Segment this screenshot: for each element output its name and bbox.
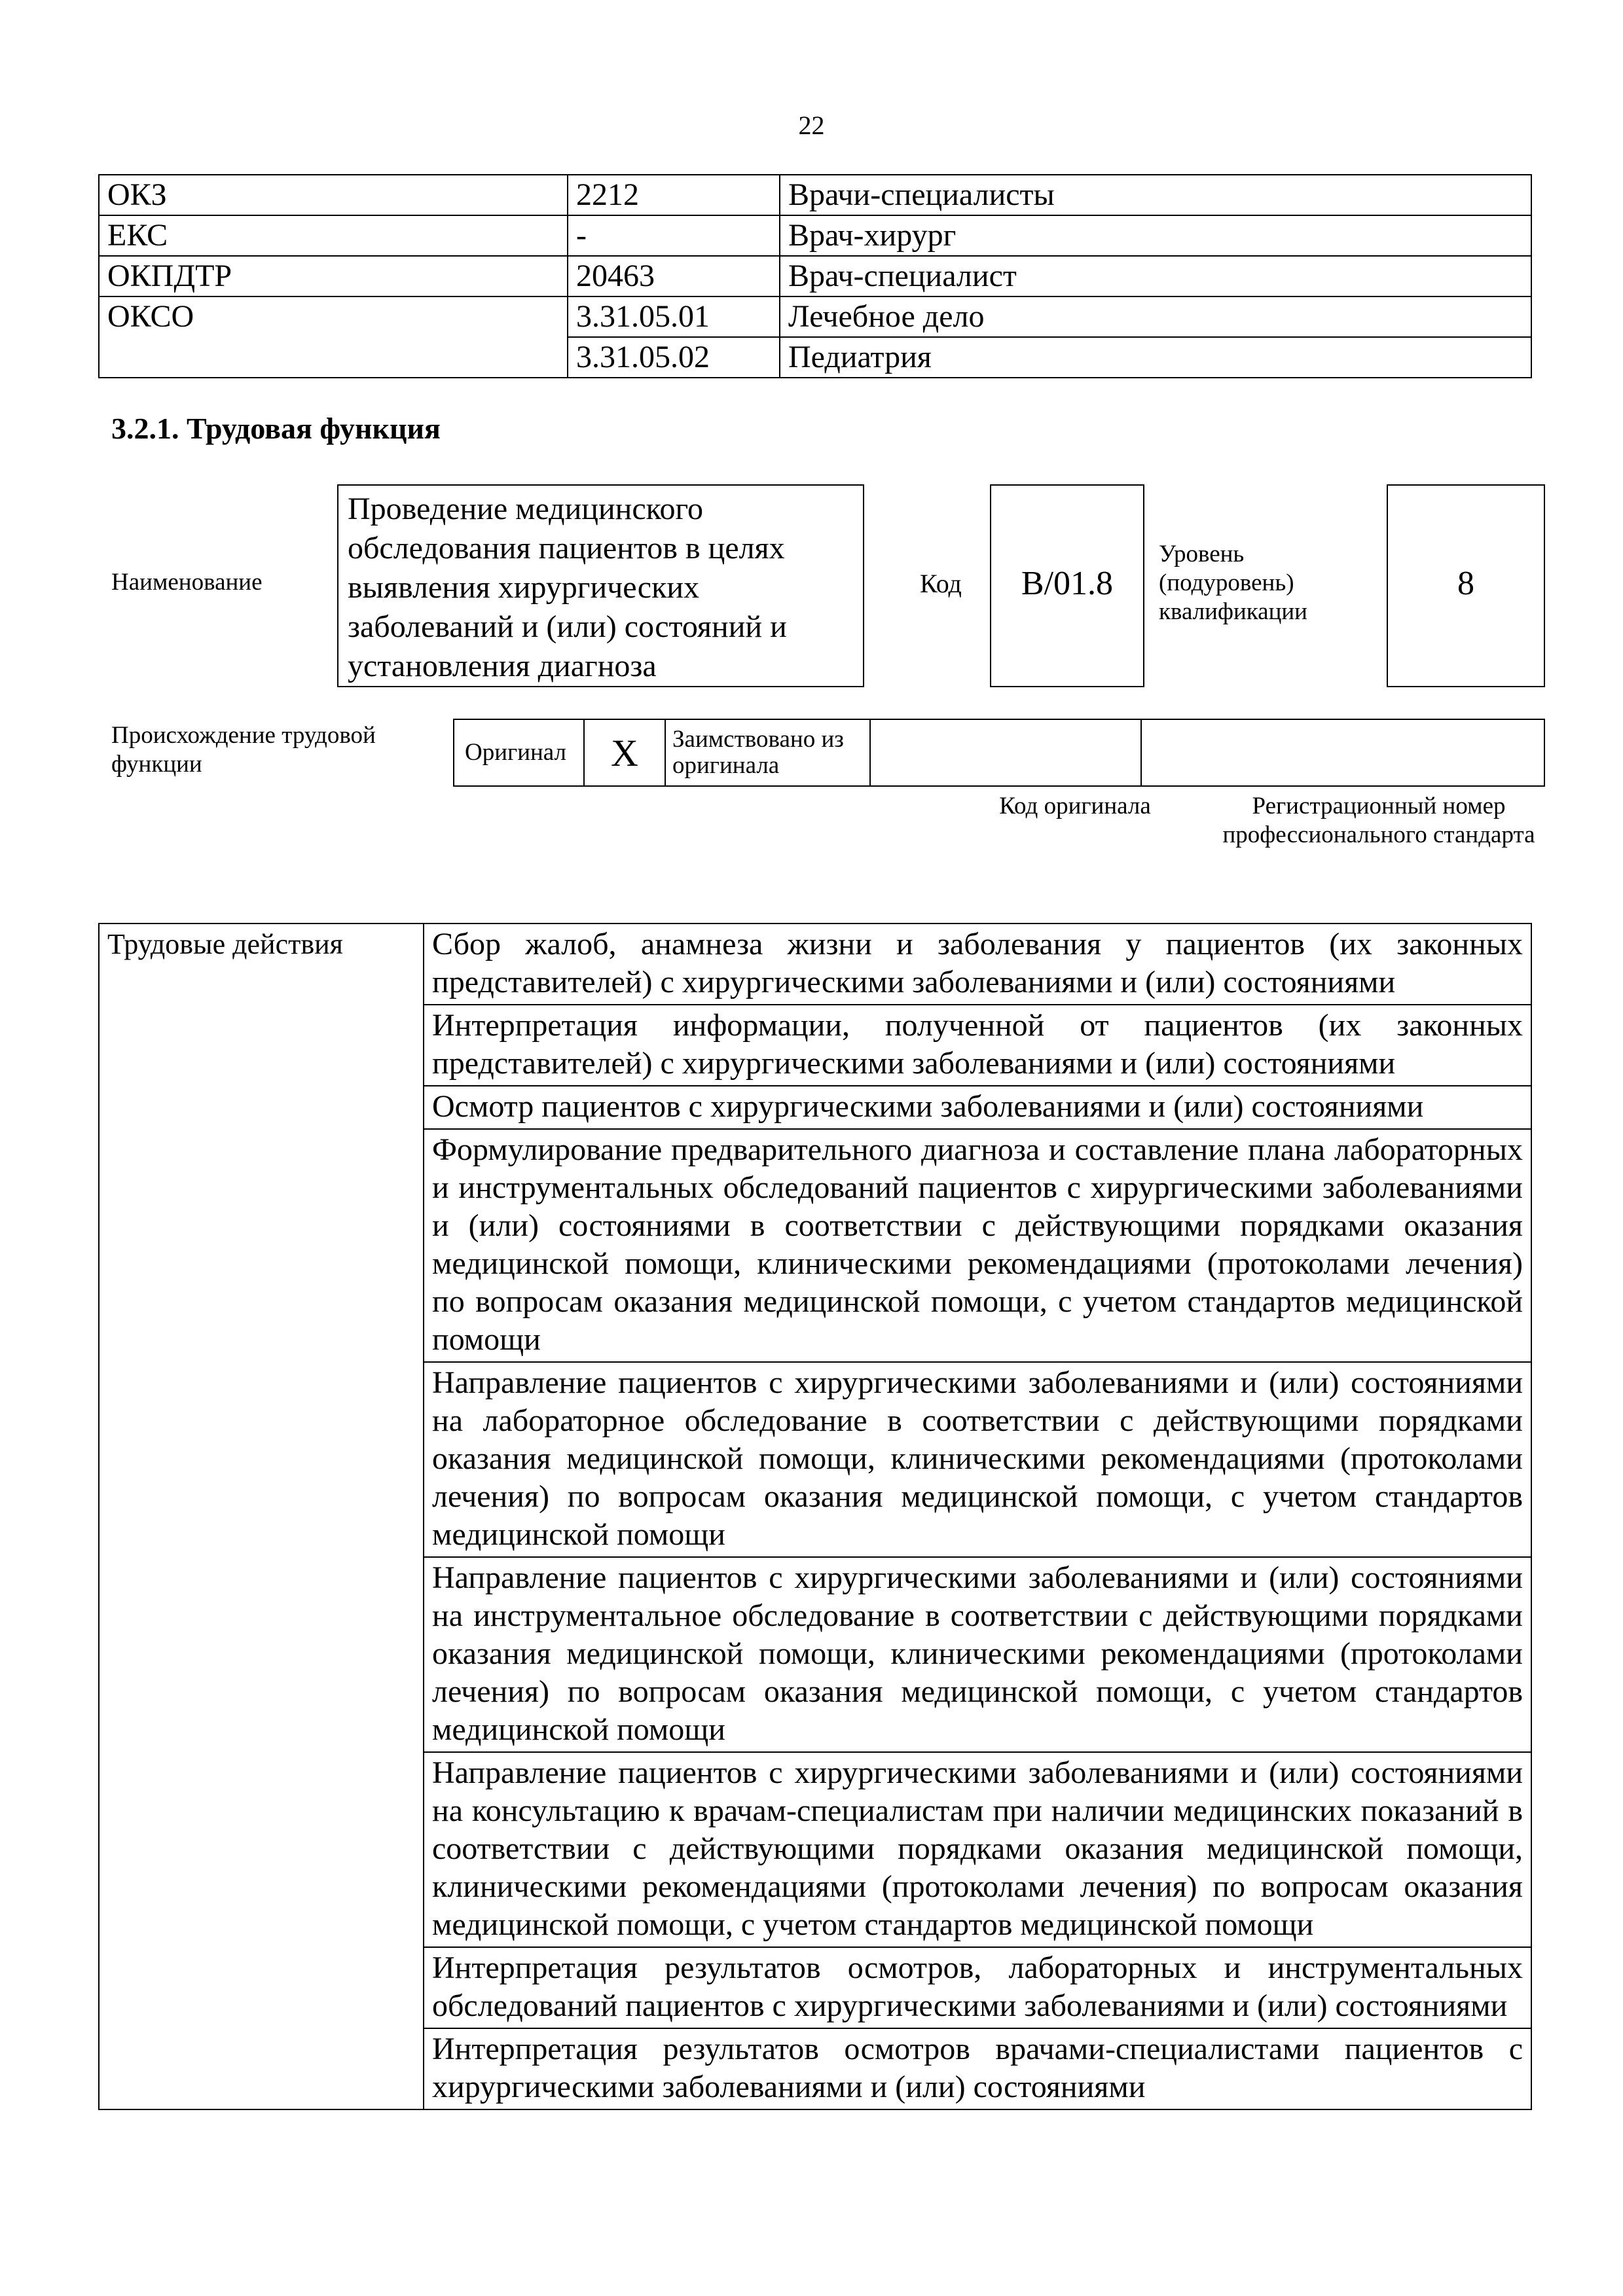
classifier-title: Врачи-специалисты — [780, 175, 1531, 215]
labor-action-item: Интерпретация результатов осмотров врачами-специалистами пациентов с хирургическими заболеваниями и (или) состояниями — [424, 2028, 1531, 2109]
reg-number-cell — [1141, 719, 1544, 786]
table-row — [99, 175, 1531, 215]
classifier-name: ЕКС — [99, 215, 568, 256]
original-label: Оригинал — [454, 719, 584, 786]
origin-label: Происхождение трудовой функции — [111, 722, 376, 778]
table-row — [99, 215, 1531, 256]
code-original-caption: Код оригинала — [999, 793, 1151, 819]
function-code-box: В/01.8 — [990, 484, 1144, 687]
code-label: Код — [920, 569, 962, 598]
table-row — [454, 719, 1544, 786]
name-label: Наименование — [111, 569, 263, 596]
classifier-code: 3.31.05.01 — [568, 296, 780, 337]
classifier-code: 2212 — [568, 175, 780, 215]
original-mark: X — [584, 719, 665, 786]
borrowed-label: Заимствовано из оригинала — [665, 719, 870, 786]
table-row — [99, 924, 1531, 1005]
classifier-title: Врач-специалист — [780, 256, 1531, 296]
classifier-code: - — [568, 215, 780, 256]
labor-action-item: Направление пациентов с хирургическими заболеваниями и (или) состояниями на лабораторное обследование в соответствии с действующими порядками оказания медицинской помощи, клиническими рекомендациями (протоколами лечения) по вопросам оказания медицинской помощи, с учетом стандартов медицинской помощи — [424, 1362, 1531, 1557]
labor-action-item: Формулирование предварительного диагноза и составление плана лабораторных и инструментальных обследований пациентов с хирургическими заболеваниями и (или) состояниями в соответствии с действующими порядками оказания медицинской помощи, клиническими рекомендациями (протоколами лечения) по вопросам оказания медицинской помощи, с учетом стандартов медицинской помощи — [424, 1129, 1531, 1362]
page-number: 22 — [798, 111, 825, 140]
labor-action-item: Сбор жалоб, анамнеза жизни и заболевания у пациентов (их законных представителей) с хирургическими заболеваниями и (или) состояниями — [424, 924, 1531, 1005]
classifier-code: 20463 — [568, 256, 780, 296]
code-original-cell — [870, 719, 1141, 786]
labor-actions-label: Трудовые действия — [99, 924, 424, 2109]
table-row — [99, 256, 1531, 296]
table-row — [99, 296, 1531, 337]
section-heading: 3.2.1. Трудовая функция — [111, 412, 441, 445]
classifier-name: ОКСО — [99, 296, 568, 378]
classifier-code: 3.31.05.02 — [568, 337, 780, 378]
labor-action-item: Интерпретация информации, полученной от пациентов (их законных представителей) с хирургическими заболеваниями и (или) состояниями — [424, 1005, 1531, 1086]
classifier-title: Педиатрия — [780, 337, 1531, 378]
labor-action-item: Осмотр пациентов с хирургическими заболеваниями и (или) состояниями — [424, 1086, 1531, 1129]
classifier-name: ОКЗ — [99, 175, 568, 215]
classifier-title: Врач-хирург — [780, 215, 1531, 256]
classifier-name: ОКПДТР — [99, 256, 568, 296]
classifier-title: Лечебное дело — [780, 296, 1531, 337]
labor-action-item: Направление пациентов с хирургическими заболеваниями и (или) состояниями на консультацию к врачам-специалистам при наличии медицинских показаний в соответствии с действующими порядками оказания медицинской помощи, клиническими рекомендациями (протоколами лечения) по вопросам оказания медицинской помощи, с учетом стандартов медицинской помощи — [424, 1752, 1531, 1947]
classification-table — [98, 174, 1532, 378]
level-label: Уровень (подуровень) квалификации — [1159, 541, 1307, 625]
level-box: 8 — [1387, 484, 1545, 687]
labor-action-item: Интерпретация результатов осмотров, лабораторных и инструментальных обследований пациентов с хирургическими заболеваниями и (или) состояниями — [424, 1947, 1531, 2028]
labor-action-item: Направление пациентов с хирургическими заболеваниями и (или) состояниями на инструментальное обследование в соответствии с действующими порядками оказания медицинской помощи, клиническими рекомендациями (протоколами лечения) по вопросам оказания медицинской помощи, с учетом стандартов медицинской помощи — [424, 1557, 1531, 1752]
function-name-box: Проведение медицинского обследования пациентов в целях выявления хирургических заболеваний и (или) состояний и установления диагноза — [337, 484, 864, 687]
labor-actions-table — [98, 923, 1532, 2110]
reg-number-caption: Регистрационный номер профессионального стандарта — [1222, 793, 1535, 848]
origin-table — [453, 719, 1545, 787]
